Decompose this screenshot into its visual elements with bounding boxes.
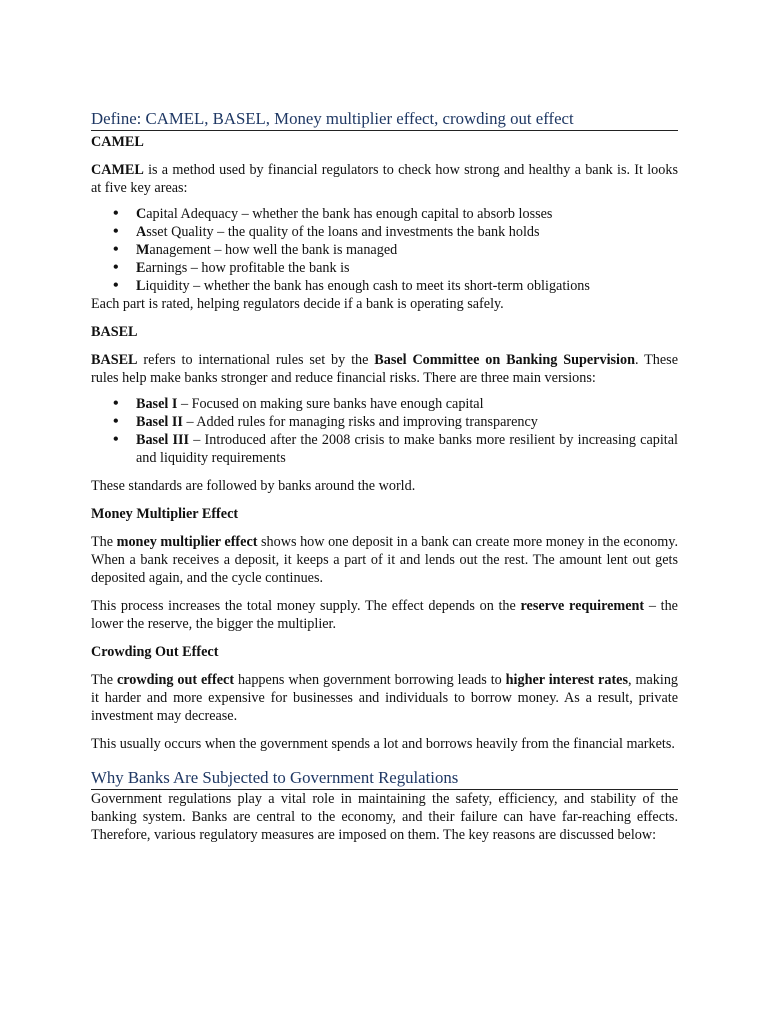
list-item-term: Basel III — [136, 432, 190, 448]
crowding-term: crowding out effect — [116, 672, 235, 688]
crowding-subheading: Crowding Out Effect — [91, 644, 219, 660]
crowding-paragraph-1 — [91, 671, 678, 725]
list-item-text: apital Adequacy – whether the bank has enough capital to absorb losses — [146, 206, 553, 222]
camel-list — [91, 205, 678, 295]
basel-intro-paragraph — [91, 351, 678, 387]
multiplier-subheading: Money Multiplier Effect — [91, 506, 239, 522]
paragraph-text: The — [91, 534, 117, 550]
camel-subheading: CAMEL — [91, 134, 144, 150]
basel-intro-text-rest: . These rules help make banks stronger and reduce financial risks. There are three main versions: — [91, 352, 678, 386]
multiplier-term: money multiplier effect — [116, 534, 258, 550]
list-item-text: – Focused on making sure banks have enough capital — [177, 396, 484, 412]
regulations-paragraph: Government regulations play a vital role in maintaining the safety, efficiency, and stability of the banking system. Banks are central to the economy, and their failure can have far-reaching effects. Therefore, various regulatory measures are imposed on them. The key reasons are discussed below: — [91, 791, 678, 843]
camel-term: CAMEL — [91, 162, 144, 178]
paragraph-text: , making it harder and more expensive for businesses and individuals to borrow money. As a result, private investment may decrease. — [91, 672, 679, 724]
crowding-paragraph-2: This usually occurs when the government spends a lot and borrows heavily from the financial markets. — [91, 736, 675, 752]
list-item — [136, 395, 678, 413]
camel-intro-text: is a method used by financial regulators to check how strong and healthy a bank is. It looks at five key areas: — [91, 162, 678, 196]
basel-committee-term: Basel Committee on Banking Supervision — [374, 352, 635, 368]
section-heading-definitions: Define: CAMEL, BASEL, Money multiplier effect, crowding out effect — [91, 108, 678, 131]
basel-intro-text: refers to international rules set by the — [137, 352, 375, 368]
list-item — [136, 431, 678, 467]
list-item-initial: A — [136, 224, 147, 240]
paragraph-text: The — [91, 672, 117, 688]
paragraph-text: shows how one deposit in a bank can create more money in the economy. When a bank receives a deposit, it keeps a part of it and lends out the rest. The amount lent out gets deposited again, and the cycle continues. — [91, 534, 679, 586]
list-item-initial: L — [136, 278, 146, 294]
camel-closing-paragraph: Each part is rated, helping regulators decide if a bank is operating safely. — [91, 296, 504, 312]
list-item-text: – Added rules for managing risks and improving transparency — [182, 414, 538, 430]
list-item-text: anagement – how well the bank is managed — [149, 242, 398, 258]
list-item-term: Basel II — [136, 414, 183, 430]
section-heading-regulations: Why Banks Are Subjected to Government Regulations — [91, 767, 678, 790]
list-item-term: Basel I — [136, 396, 178, 412]
list-item — [136, 223, 678, 241]
basel-closing-paragraph: These standards are followed by banks around the world. — [91, 478, 416, 494]
basel-list — [91, 395, 678, 467]
paragraph-text: This process increases the total money supply. The effect depends on the — [91, 598, 521, 614]
list-item — [136, 259, 678, 277]
multiplier-paragraph-1 — [91, 533, 678, 587]
basel-term: BASEL — [91, 352, 138, 368]
list-item — [136, 413, 678, 431]
interest-rates-term: higher interest rates — [505, 672, 628, 688]
basel-subheading: BASEL — [91, 324, 138, 340]
paragraph-text: happens when government borrowing leads to — [234, 672, 506, 688]
list-item-text: sset Quality – the quality of the loans and investments the bank holds — [146, 224, 540, 240]
list-item-text: arnings – how profitable the bank is — [145, 260, 350, 276]
list-item — [136, 205, 678, 223]
list-item-text: – Introduced after the 2008 crisis to make banks more resilient by increasing capital and liquidity requirements — [136, 432, 678, 466]
list-item-initial: E — [136, 260, 146, 276]
list-item — [136, 277, 678, 295]
list-item — [136, 241, 678, 259]
list-item-text: iquidity – whether the bank has enough cash to meet its short-term obligations — [145, 278, 590, 294]
reserve-requirement-term: reserve requirement — [520, 598, 645, 614]
list-item-initial: C — [136, 206, 147, 222]
document-page — [91, 108, 678, 844]
multiplier-paragraph-2 — [91, 597, 678, 633]
paragraph-text: – the lower the reserve, the bigger the multiplier. — [91, 598, 678, 632]
list-item-initial: M — [136, 242, 150, 258]
camel-intro-paragraph — [91, 161, 678, 197]
